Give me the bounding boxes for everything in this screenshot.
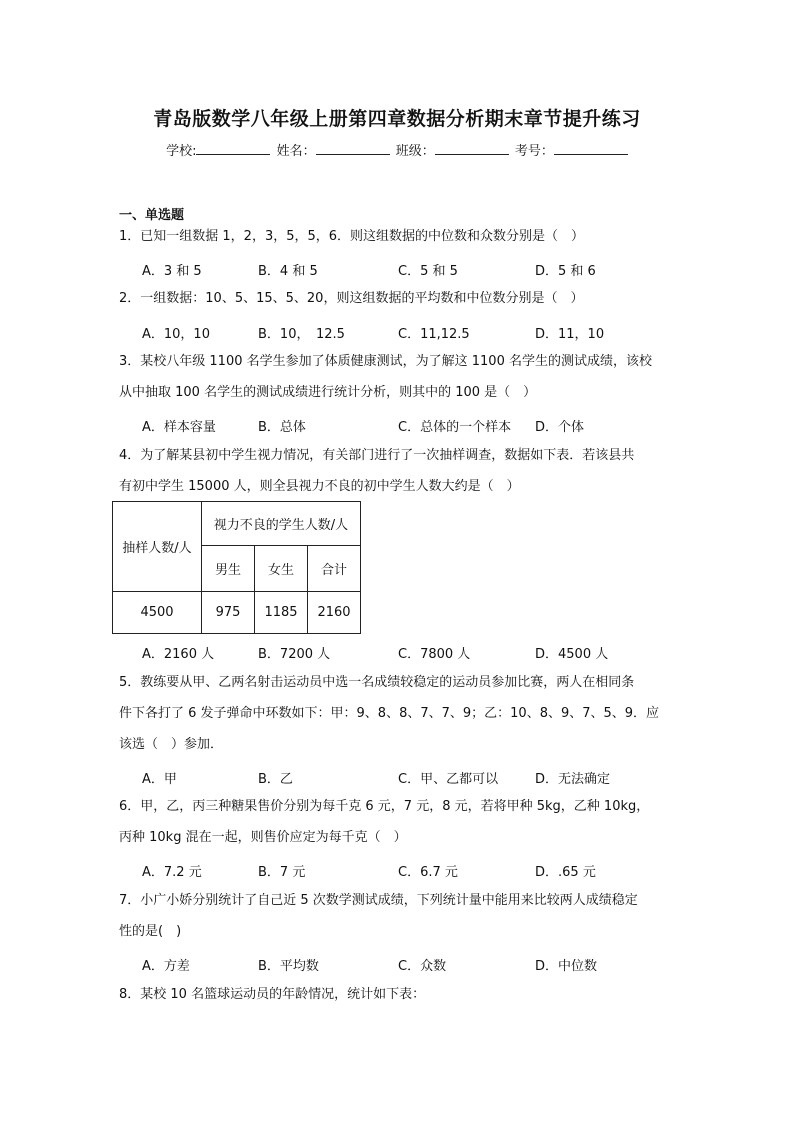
class-label: 班级：: [395, 144, 435, 159]
number-label: 考号：: [514, 144, 554, 159]
question-7-line-1: 7．小广小娇分别统计了自己近 5 次数学测试成绩，下列统计量中能用来比较两人成绩稳定: [119, 893, 638, 908]
sample-count-cell: 4500: [113, 592, 202, 634]
school-label: 学校:: [166, 144, 197, 159]
question-5-line-1: 5．教练要从甲、乙两名射击运动员中选一名成绩较稳定的运动员参加比赛，两人在相同条: [119, 675, 635, 690]
option-b: B．4 和 5: [258, 264, 318, 279]
total-header-cell: 合计: [308, 546, 361, 592]
vision-survey-table: [112, 501, 361, 634]
option-c: C．11,12.5: [398, 327, 470, 342]
question-7-line-2: 性的是( ): [119, 924, 182, 939]
option-b: B．7200 人: [258, 647, 331, 662]
option-c: C．5 和 5: [398, 264, 458, 279]
option-c: C．总体的一个样本: [398, 420, 512, 435]
option-a: A．甲: [142, 772, 177, 787]
option-d: D．中位数: [535, 959, 598, 974]
option-c: C．7800 人: [398, 647, 471, 662]
question-4-line-1: 4．为了解某县初中学生视力情况，有关部门进行了一次抽样调查，数据如下表．若该县共: [119, 448, 635, 463]
option-b: B．乙: [258, 772, 293, 787]
option-b: B．总体: [258, 420, 306, 435]
question-6-options: [142, 861, 682, 885]
group-header-cell: 视力不良的学生人数/人: [202, 502, 361, 546]
option-a: A．2160 人: [142, 647, 215, 662]
option-a: A．3 和 5: [142, 264, 202, 279]
option-d: D．11，10: [535, 327, 605, 342]
question-1-options: [142, 260, 682, 284]
option-a: A．7.2 元: [142, 865, 202, 880]
option-d: D．4500 人: [535, 647, 609, 662]
question-3-line-1: 3．某校八年级 1100 名学生参加了体质健康测试，为了解这 1100 名学生的测试成绩，该校: [119, 354, 652, 369]
question-1-line-1: 1．已知一组数据 1，2，3，5，5，6．则这组数据的中位数和众数分别是（ ）: [119, 229, 585, 244]
question-2-line-1: 2．一组数据：10、5、15、5、20，则这组数据的平均数和中位数分别是（ ）: [119, 291, 584, 306]
total-count-cell: 2160: [308, 592, 361, 634]
question-8-line-1: 8．某校 10 名篮球运动员的年龄情况，统计如下表：: [119, 987, 426, 1002]
question-5-line-3: 该选（ ）参加．: [119, 737, 224, 752]
male-header-cell: 男生: [202, 546, 255, 592]
option-b: B．平均数: [258, 959, 319, 974]
question-4-options: [142, 643, 682, 667]
option-c: C．6.7 元: [398, 865, 458, 880]
female-count-cell: 1185: [255, 592, 308, 634]
option-d: D．个体: [535, 420, 585, 435]
name-label: 姓名：: [276, 144, 316, 159]
question-7-options: [142, 955, 682, 979]
number-blank[interactable]: [554, 141, 628, 155]
female-header-cell: 女生: [255, 546, 308, 592]
page-title: 青岛版数学八年级上册第四章数据分析期末章节提升练习: [153, 108, 641, 130]
section-heading: 一、单选题: [119, 208, 185, 223]
student-info-line: [0, 140, 794, 159]
question-2-options: [142, 323, 682, 347]
question-3-line-2: 从中抽取 100 名学生的测试成绩进行统计分析，则其中的 100 是（ ）: [119, 385, 537, 400]
option-a: A．10，10: [142, 327, 210, 342]
question-5-options: [142, 768, 682, 792]
question-6-line-2: 丙种 10kg 混在一起，则售价应定为每千克（ ）: [119, 830, 407, 845]
question-3-options: [142, 416, 682, 440]
option-d: D．.65 元: [535, 865, 596, 880]
option-d: D．无法确定: [535, 772, 611, 787]
class-blank[interactable]: [435, 141, 509, 155]
question-6-line-1: 6．甲，乙，丙三种糖果售价分别为每千克 6 元，7 元，8 元，若将甲种 5kg，乙种 10kg，: [119, 799, 650, 814]
row-header-cell: 抽样人数/人: [113, 502, 202, 592]
option-d: D．5 和 6: [535, 264, 596, 279]
name-blank[interactable]: [316, 141, 390, 155]
option-b: B．7 元: [258, 865, 306, 880]
male-count-cell: 975: [202, 592, 255, 634]
option-a: A．样本容量: [142, 420, 216, 435]
school-blank[interactable]: [196, 141, 270, 155]
question-5-line-2: 件下各打了 6 发子弹命中环数如下：甲：9、8、8、7、7、9；乙：10、8、9、7、5、9．应: [119, 706, 660, 721]
question-4-line-2: 有初中学生 15000 人，则全县视力不良的初中学生人数大约是（ ）: [119, 479, 520, 494]
option-b: B．10， 12.5: [258, 327, 345, 342]
option-c: C．甲、乙都可以: [398, 772, 499, 787]
option-c: C．众数: [398, 959, 447, 974]
option-a: A．方差: [142, 959, 190, 974]
